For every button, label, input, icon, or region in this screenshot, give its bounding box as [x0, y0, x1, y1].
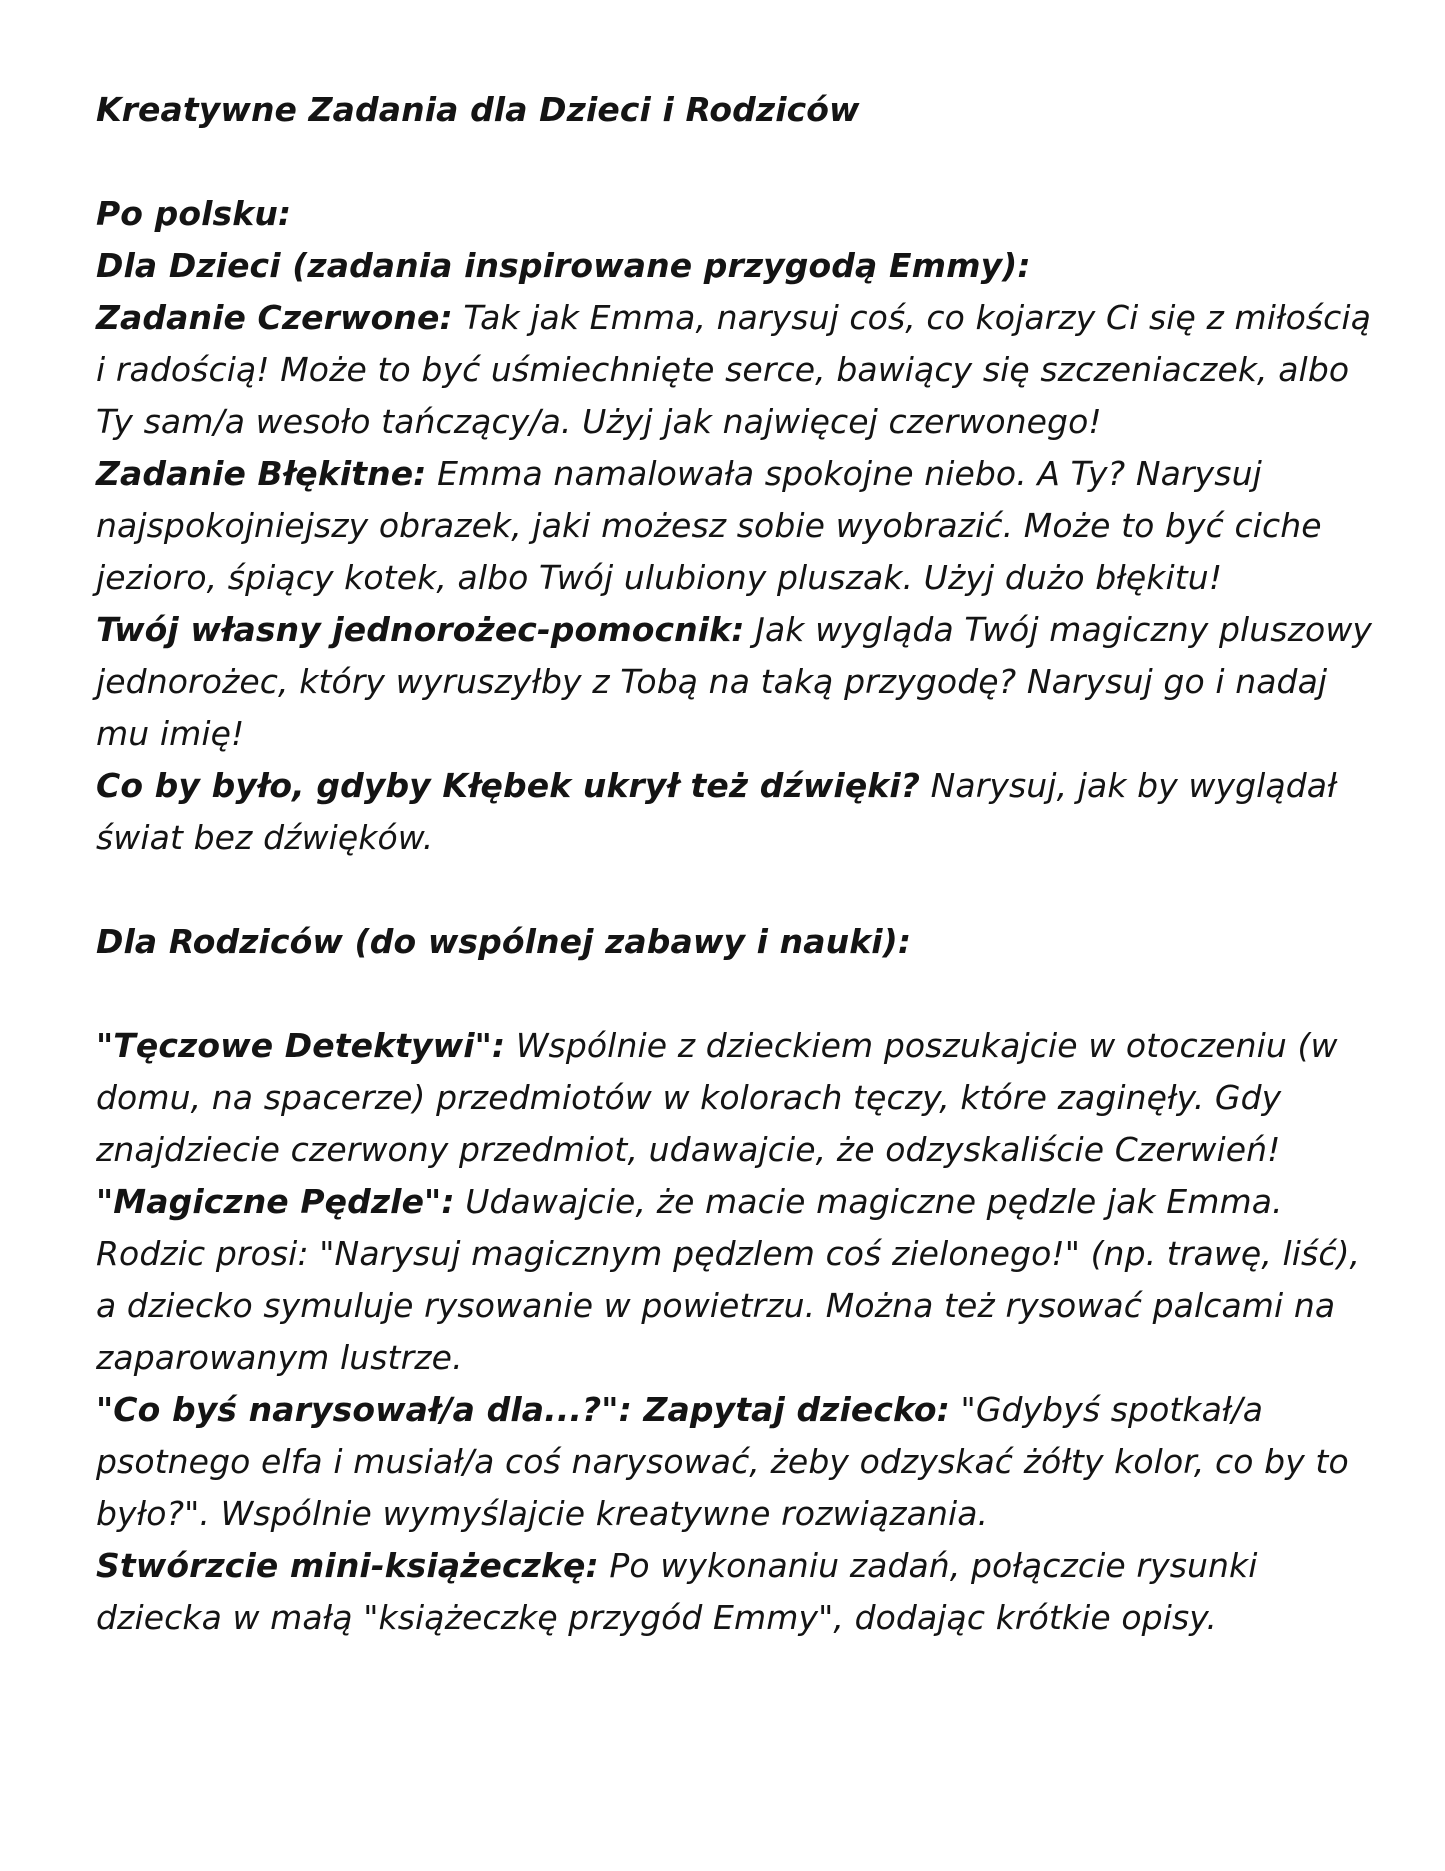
task-label: "Magiczne Pędzle": — [96, 1182, 455, 1221]
kids-task-blue — [96, 448, 1386, 604]
task-label: Zadanie Błękitne: — [96, 454, 427, 493]
task-text: Emma namalowała spokojne niebo. A Ty? Narysuj najspokojniejszy obrazek, jaki możesz sobie wyobrazić. Może to być ciche jezioro, śpiący kotek, albo Twój ulubiony pluszak. Użyj dużo błękitu! — [96, 454, 1322, 597]
task-text: Tak jak Emma, narysuj coś, co kojarzy Ci się z miłością i radością! Może to być uśmiechnięte serce, bawiący się szczeniaczek, albo Ty sam/a wesoło tańczący/a. Użyj jak najwięcej czerwonego! — [96, 298, 1372, 441]
task-text: Jak wygląda Twój magiczny pluszowy jednorożec, który wyruszyłby z Tobą na taką przygodę? Narysuj go i nadaj mu imię! — [96, 610, 1373, 753]
task-label: Zadanie Czerwone: — [96, 298, 453, 337]
spacer — [96, 968, 1386, 1020]
task-text: Wspólnie z dzieckiem poszukajcie w otoczeniu (w domu, na spacerze) przedmiotów w kolorach tęczy, które zaginęły. Gdy znajdziecie czerwony przedmiot, udawajcie, że odzyskaliście Czerwień! — [96, 1026, 1338, 1169]
kids-section-heading: Dla Dzieci (zadania inspirowane przygodą Emmy): — [96, 246, 1031, 285]
task-label: "Tęczowe Detektywi": — [96, 1026, 506, 1065]
task-label: "Co byś narysował/a dla...?": Zapytaj dziecko: — [96, 1390, 950, 1429]
task-text: "Gdybyś spotkał/a psotnego elfa i musiał/a coś narysować, żeby odzyskać żółty kolor, co by to było?". Wspólnie wymyślajcie kreatywne rozwiązania. — [96, 1390, 1349, 1533]
spacer — [96, 136, 1386, 188]
task-text: Narysuj, jak by wyglądał świat bez dźwięków. — [96, 766, 1337, 857]
task-text: Po wykonaniu zadań, połączcie rysunki dziecka w małą "książeczkę przygód Emmy", dodając krótkie opisy. — [96, 1546, 1258, 1637]
language-heading: Po polsku: — [96, 194, 292, 233]
parents-section-heading: Dla Rodziców (do wspólnej zabawy i nauki): — [96, 922, 912, 961]
document-title: Kreatywne Zadania dla Dzieci i Rodziców — [96, 90, 860, 129]
task-label: Co by było, gdyby Kłębek ukrył też dźwięki? — [96, 766, 920, 805]
kids-task-sounds — [96, 760, 1386, 864]
parents-task-what-would-you-draw — [96, 1384, 1386, 1540]
document-page — [96, 84, 1386, 1644]
kids-task-unicorn — [96, 604, 1386, 760]
task-text: Udawajcie, że macie magiczne pędzle jak Emma. Rodzic prosi: "Narysuj magicznym pędzlem coś zielonego!" (np. trawę, liść), a dziecko symuluje rysowanie w powietrzu. Można też rysować palcami na zaparowanym lustrze. — [96, 1182, 1361, 1377]
parents-task-mini-book — [96, 1540, 1386, 1644]
parents-task-magic-brushes — [96, 1176, 1386, 1384]
spacer — [96, 864, 1386, 916]
task-label: Stwórzcie mini-książeczkę: — [96, 1546, 599, 1585]
task-label: Twój własny jednorożec-pomocnik: — [96, 610, 745, 649]
parents-task-rainbow-detectives — [96, 1020, 1386, 1176]
kids-task-red — [96, 292, 1386, 448]
